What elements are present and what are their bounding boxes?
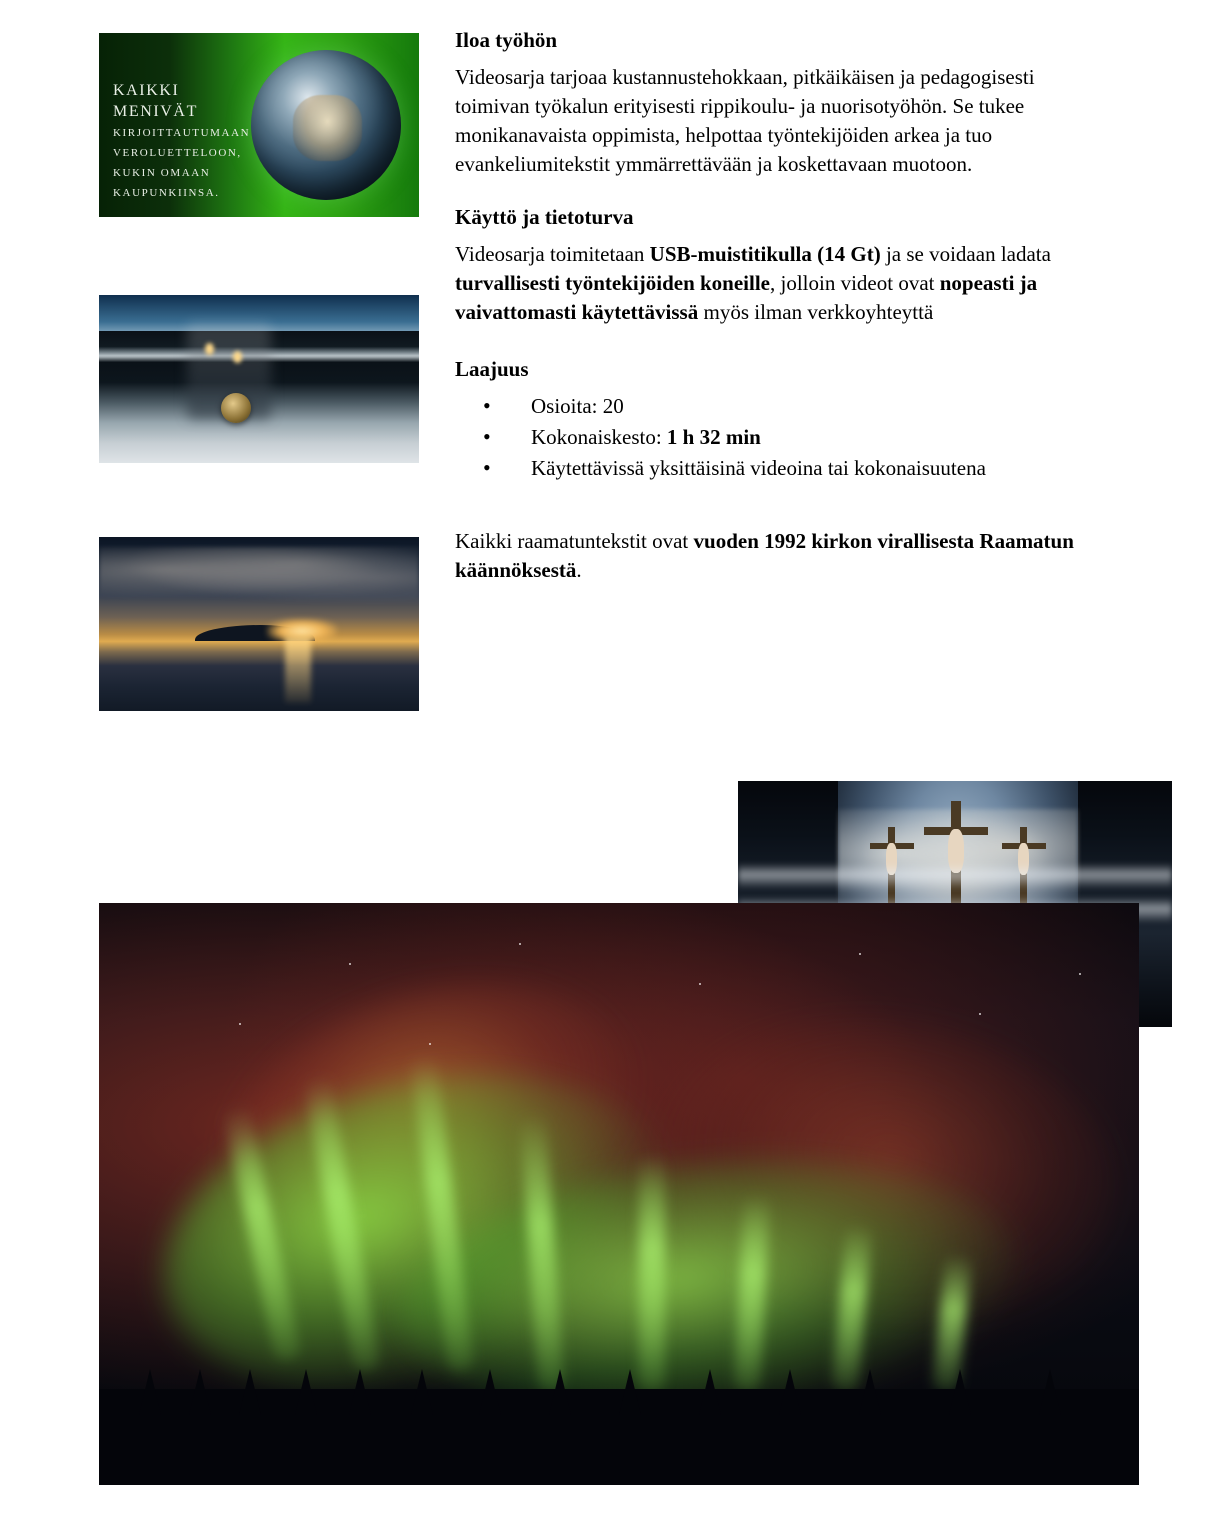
tree (189, 1369, 211, 1415)
sunset-clouds (99, 547, 419, 603)
fog-light-left (205, 343, 214, 355)
crucifixion-light-streak-top (738, 863, 1172, 889)
globe-caption (113, 81, 251, 203)
left-image-column (99, 33, 419, 711)
star (699, 983, 701, 985)
paragraph-kaytto-ja-tietoturva (455, 240, 1085, 327)
final-note-text-1: Kaikki raamatuntekstit ovat (455, 529, 694, 553)
globe-shape (251, 50, 401, 200)
star (429, 1043, 431, 1045)
tree (859, 1369, 881, 1415)
heading-laajuus: Laajuus (455, 357, 529, 381)
paragraph-iloa-tyohon: Videosarja tarjoaa kustannustehokkaan, pitkäikäisen ja pedagogisesti toimivan työkalun erityisesti rippikoulu- ja nuorisotyöhön. Se tukee monikanavaista oppimista, helpottaa työntekijöiden arkea ja tuo evankeliumitekstit ymmärrettävään ja koskettavaan muotoon. (455, 65, 1035, 176)
kaytto-bold-3: nopeasti ja vaivattomasti käytettävissä (455, 271, 1038, 324)
tree (1039, 1369, 1061, 1415)
kaytto-text-2: ja se voidaan ladata (880, 242, 1051, 266)
aurora-ray (639, 1153, 665, 1393)
kaytto-text-1: Videosarja toimitetaan (455, 242, 650, 266)
list-item (483, 423, 1085, 452)
globe-caption-line-5: KAUPUNKIINSA. (113, 187, 220, 199)
laajuus-list (455, 392, 1085, 483)
globe-caption-line-4: KUKIN OMAAN (113, 167, 211, 179)
kaytto-text-4: myös ilman verkkoyhteyttä (698, 300, 934, 324)
tree (549, 1369, 571, 1415)
tree (699, 1369, 721, 1415)
image-sunset-lake (99, 537, 419, 711)
bullet-text-3: Käytettävissä yksittäisinä videoina tai kokonaisuutena (531, 456, 986, 480)
star (349, 963, 351, 965)
list-item (483, 454, 1085, 483)
fog-light-right (233, 351, 242, 363)
tree (949, 1369, 971, 1415)
tree (139, 1369, 161, 1415)
tree (349, 1369, 371, 1415)
kaytto-text-3: , jolloin videot ovat (770, 271, 940, 295)
star (1079, 973, 1081, 975)
final-note-bold: vuoden 1992 kirkon virallisesta Raamatun käännöksestä (455, 529, 1074, 582)
bullet-text-1: Osioita: 20 (531, 394, 624, 418)
star (979, 1013, 981, 1015)
globe-caption-line-3: VEROLUETTELOON, (113, 147, 242, 159)
heading-iloa-tyohon: Iloa työhön (455, 28, 558, 52)
kaytto-bold-1: USB-muistitikulla (14 Gt) (649, 242, 881, 266)
bullet-bold-2: 1 h 32 min (666, 425, 761, 449)
bullet-text-2: Kokonaiskesto: (531, 425, 667, 449)
fog-coin-shape (221, 393, 251, 423)
globe-caption-line-1: KAIKKI MENIVÄT (113, 82, 198, 120)
image-globe-nativity (99, 33, 419, 217)
tree (295, 1369, 317, 1415)
kaytto-bold-2: turvallisesti työntekijöiden koneille (455, 271, 770, 295)
star (239, 1023, 241, 1025)
tree (411, 1369, 433, 1415)
globe-caption-line-2: KIRJOITTAUTUMAAN (113, 127, 251, 139)
star (859, 953, 861, 955)
text-column (455, 28, 1085, 606)
final-note-text-2: . (576, 558, 582, 582)
heading-kaytto-ja-tietoturva: Käyttö ja tietoturva (455, 205, 634, 229)
tree (239, 1369, 261, 1415)
final-note (455, 527, 1085, 585)
tree (619, 1369, 641, 1415)
sun-reflection (285, 637, 311, 703)
tree (779, 1369, 801, 1415)
image-aurora (99, 903, 1139, 1485)
image-foggy-sea (99, 295, 419, 463)
list-item (483, 392, 1085, 421)
star (519, 943, 521, 945)
tree (479, 1369, 501, 1415)
